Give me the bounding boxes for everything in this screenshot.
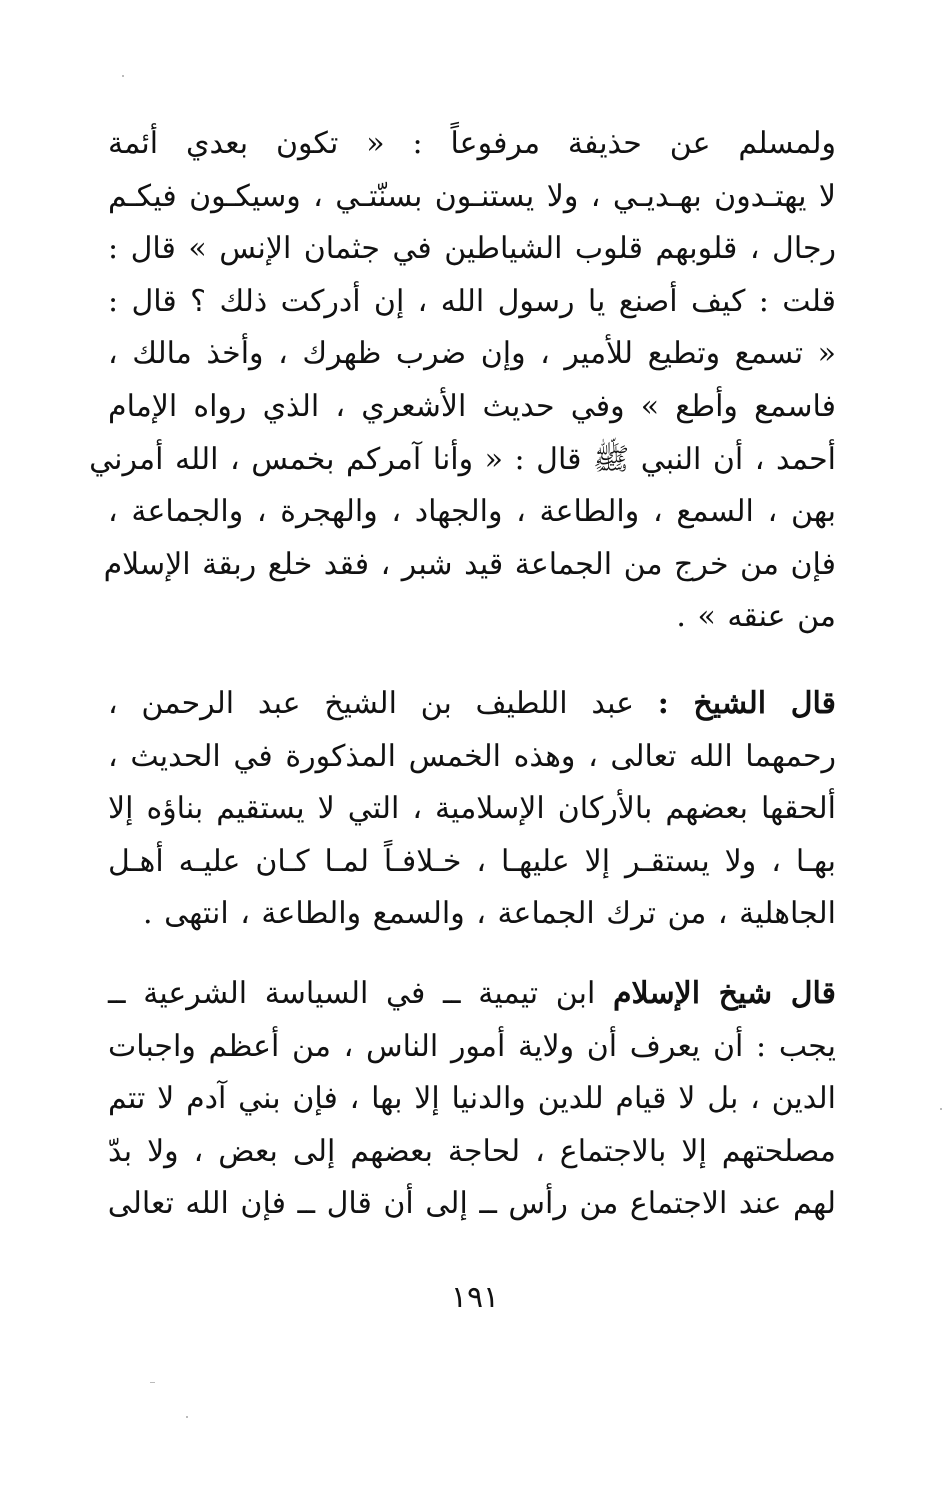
text-line: لهم عند الاجتماع من رأس ــ إلى أن قال ــ فإن الله تعالى — [107, 1186, 836, 1222]
text-line: فإن من خرج من الجماعة قيد شبر ، فقد خلع ربقة الإسلام — [103, 546, 836, 582]
text-line: من عنقه » . — [676, 599, 836, 635]
paragraph-ibn-taymiyyah — [108, 968, 836, 1231]
text-line — [108, 968, 836, 1021]
text-line: ولمسلم عن حذيفة مرفوعاً : « تكون بعدي أئمة — [108, 126, 836, 161]
scan-speck — [940, 1108, 942, 1110]
text-line: ألحقها بعضهم بالأركان الإسلامية ، التي لا يستقيم بناؤه إلا — [108, 791, 836, 827]
text-line: فاسمع وأطع » وفي حديث الأشعري ، الذي رواه الإمام — [108, 388, 836, 424]
scan-speck — [122, 75, 124, 77]
speaker-lead: قال شيخ الإسلام — [612, 976, 836, 1011]
paragraph-sheikh-comment — [108, 678, 836, 941]
text-line-rest: ابن تيمية ــ في السياسة الشرعية ــ — [108, 976, 596, 1011]
paragraph-hadith — [89, 118, 836, 644]
page-number: ١٩١ — [450, 1280, 500, 1315]
text-line: « تسمع وتطيع للأمير ، وإن ضرب ظهرك ، وأخذ مالك ، — [108, 336, 836, 372]
text-line: الدين ، بل لا قيام للدين والدنيا إلا بها ، فإن بني آدم لا تتم — [108, 1081, 836, 1117]
text-line: أحمد ، أن النبي ﷺ قال : « وأنا آمركم بخمس ، الله أمرني — [89, 441, 836, 477]
speaker-lead: قال الشيخ : — [657, 686, 836, 721]
text-line — [108, 678, 836, 731]
text-line: رجال ، قلوبهم قلوب الشياطين في جثمان الإنس » قال : — [108, 231, 836, 267]
text-line: لا يهتـدون بهـديـي ، ولا يستنـون بسنّتـي ، وسيكـون فيكـم — [108, 178, 836, 214]
scan-speck — [186, 1416, 188, 1418]
text-line: الجاهلية ، من ترك الجماعة ، والسمع والطاعة ، انتهى . — [143, 896, 836, 932]
text-line: رحمهما الله تعالى ، وهذه الخمس المذكورة في الحديث ، — [108, 738, 836, 774]
text-line: قلت : كيف أصنع يا رسول الله ، إن أدركت ذلك ؟ قال : — [108, 283, 836, 319]
text-line: مصلحتهم إلا بالاجتماع ، لحاجة بعضهم إلى بعض ، ولا بدّ — [108, 1133, 836, 1169]
text-line: بهـا ، ولا يستقـر إلا عليهـا ، خـلافـاً لمـا كـان عليـه أهـل — [108, 843, 836, 879]
text-line-rest: عبد اللطيف بن الشيخ عبد الرحمن ، — [108, 686, 635, 721]
text-line: بهن ، السمع ، والطاعة ، والجهاد ، والهجرة ، والجماعة ، — [108, 494, 836, 530]
scan-speck — [150, 1382, 155, 1383]
text-line: يجب : أن يعرف أن ولاية أمور الناس ، من أعظم واجبات — [108, 1028, 836, 1064]
